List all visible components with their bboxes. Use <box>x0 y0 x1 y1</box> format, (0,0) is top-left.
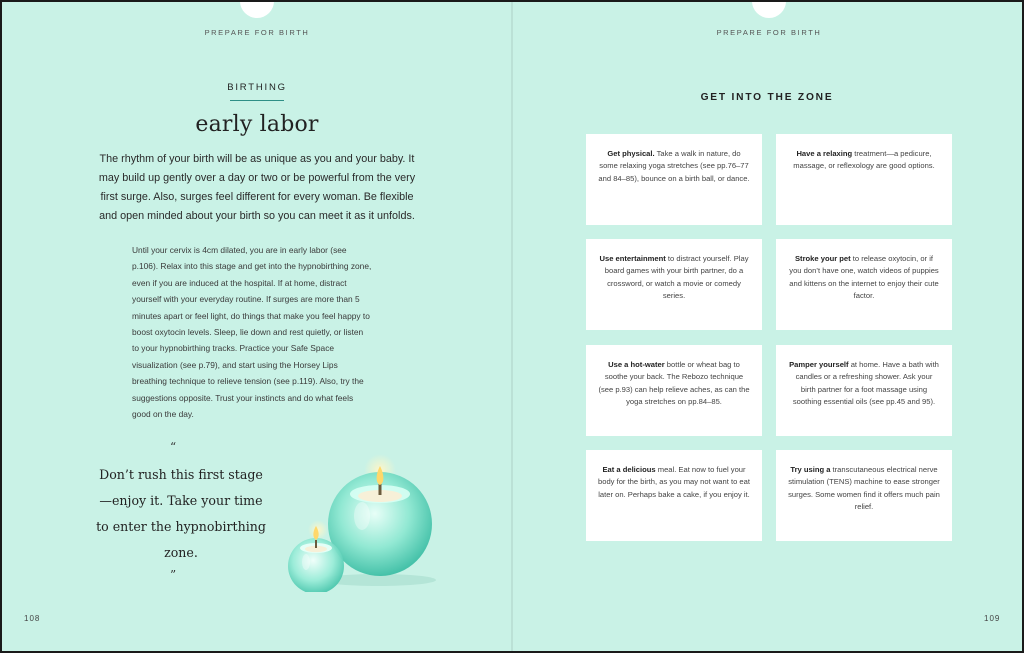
page-number-right: 109 <box>984 614 1001 623</box>
section-label: BIRTHING <box>227 82 287 93</box>
quote-close-mark: ” <box>170 568 177 582</box>
pull-quote: Don’t rush this first stage—enjoy it. Take your time to enter the hypnobirthing zone. <box>96 467 266 560</box>
intro-paragraph: The rhythm of your birth will be as unique as you and your baby. It may build up gently over a day or two or be powerful from the very first surge. Also, surges feel different for every woman. Be flexible and open minded about your birth so you can meet it as it unfolds. <box>98 153 416 222</box>
running-head-right: PREPARE FOR BIRTH <box>716 28 822 37</box>
zone-heading: GET INTO THE ZONE <box>700 92 834 103</box>
page-tab-marker <box>752 2 786 18</box>
book-spread <box>2 2 1022 651</box>
tip-card: Have a relaxing treatment—a pedicure, massage, or reflexology are good options. <box>776 134 952 225</box>
tip-card: Try using a transcutaneous electrical nerve stimulation (TENS) machine to ease stronger surges. Some women find it offers much pain relief. <box>776 450 952 541</box>
tip-card: Get physical. Take a walk in nature, do some relaxing yoga stretches (see pp.76–77 and 84–85), bounce on a birth ball, or dance. <box>586 134 762 225</box>
body-paragraph: Until your cervix is 4cm dilated, you are in early labor (see p.106). Relax into this stage and get into the hypnobirthing zone, even if you are induced at the hospital. If at home, distract yourself with your everyday routine. If surges are more than 5 minutes apart or feel light, do things that make you feel happy to boost oxytocin levels. Sleep, lie down and rest quietly, or listen to your hypnobirthing tracks. Practice your Safe Space visualization (see p.79), and start using the Horsey Lips breathing technique to relieve tension (see p.119). Also, try the suggestions opposite. Trust your instincts and do what feels good on the day. <box>132 245 372 420</box>
quote-open-mark: “ <box>170 440 177 454</box>
tip-card: Pamper yourself at home. Have a bath with candles or a refreshing shower. Ask your birth partner for a foot massage using soothing essential oils (see pp.45 and 95). <box>776 345 952 436</box>
page-tab-marker <box>240 2 274 18</box>
candles-illustration <box>282 452 442 592</box>
tip-card: Stroke your pet to release oxytocin, or if you don’t have one, watch videos of puppies and kittens on the internet to enjoy their cute factor. <box>776 239 952 330</box>
left-page <box>2 2 512 651</box>
page-number-left: 108 <box>24 614 41 623</box>
tip-card: Eat a delicious meal. Eat now to fuel your body for the birth, as you may not want to eat later on. Perhaps bake a cake, if you enjoy it. <box>586 450 762 541</box>
tip-card: Use a hot-water bottle or wheat bag to soothe your back. The Rebozo technique (see p.93) can help relieve aches, as can the yoga stretches on pp.84–85. <box>586 345 762 436</box>
right-page <box>512 2 1022 651</box>
running-head-left: PREPARE FOR BIRTH <box>204 28 310 37</box>
section-divider <box>230 100 284 101</box>
tip-card: Use entertainment to distract yourself. Play board games with your birth partner, do a crossword, or watch a movie or comedy series. <box>586 239 762 330</box>
page-title: early labor <box>195 112 319 137</box>
